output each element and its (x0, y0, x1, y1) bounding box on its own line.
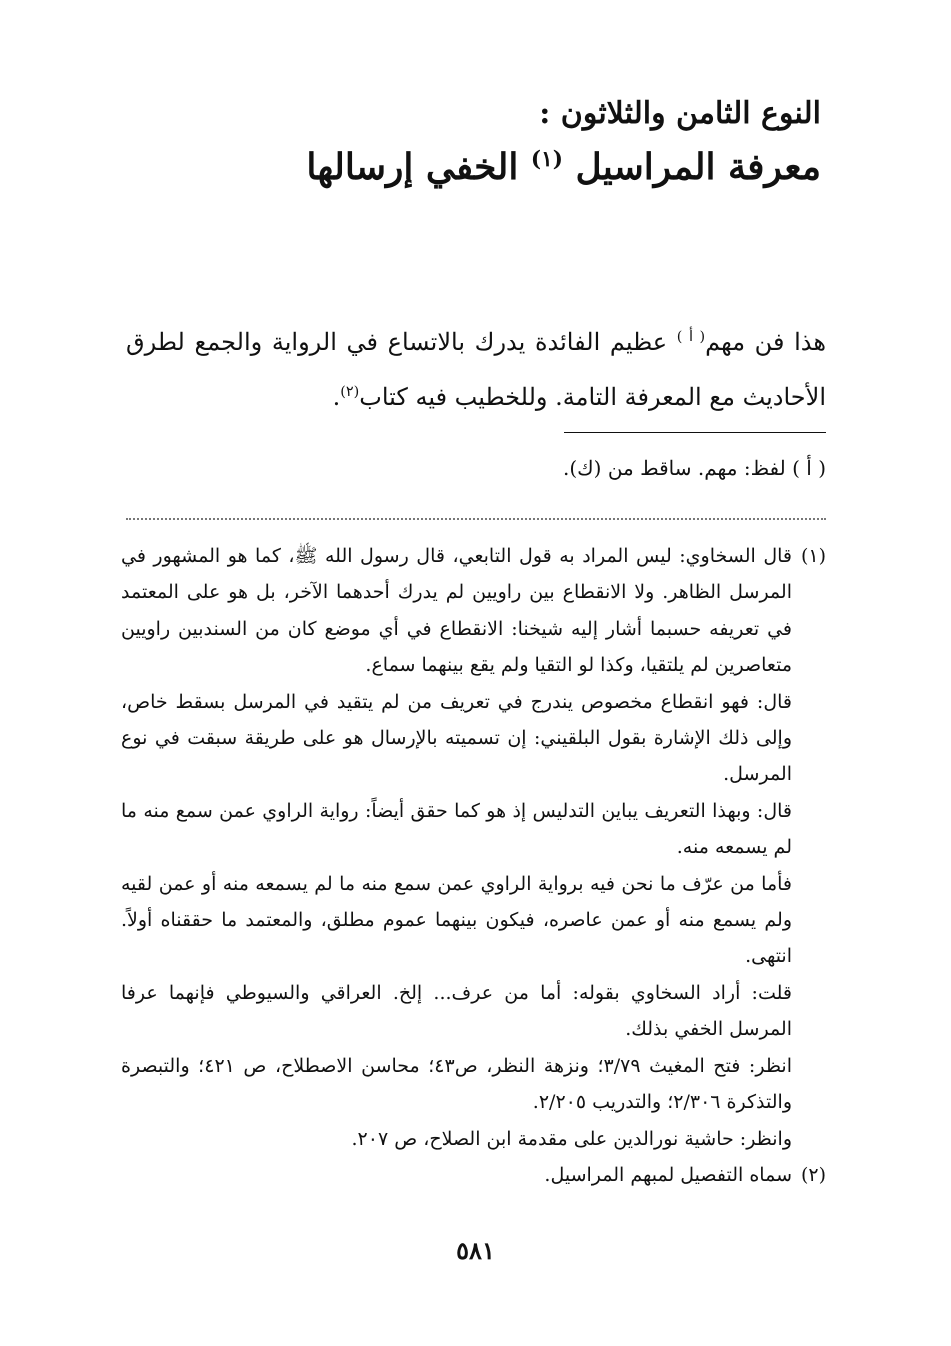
page-number: ٥٨١ (456, 1236, 495, 1265)
footnote-1 (121, 538, 826, 1157)
main-text-part-3: . (332, 383, 341, 411)
footnote-ref-1: (١) (530, 147, 563, 172)
footnote-paragraph: قال: وبهذا التعريف يباين التدليس إذ هو كما حقق أيضاً: رواية الراوي عمن سمع منه ما لم يسمعه منه. (121, 799, 792, 859)
chapter-title-start: معرفة المراسيل (575, 146, 821, 188)
variant-note-a: ( أ ) لفظ: مهم. ساقط من (ك). (563, 456, 826, 480)
footnote-paragraph: وانظر: حاشية نورالدين على مقدمة ابن الصلاح، ص ٢٠٧. (351, 1127, 792, 1150)
footnote-2 (121, 1157, 826, 1193)
footnote-paragraph: قال: فهو انقطاع مخصوص يندرج في تعريف من لم يتقيد في المرسل بسقط خاص، وإلى ذلك الإشارة بقول البلقيني: إن تسميته بالإرسال هو على طريقة سبقت في نوع المرسل. (121, 690, 792, 786)
dotted-separator (126, 518, 826, 520)
footnote-paragraph: انظر: فتح المغيث ٣/٧٩؛ ونزهة النظر، ص٤٣؛ محاسن الاصطلاح، ص ٤٢١؛ والتبصرة والتذكرة ٢/٣٠٦؛ والتدريب ٢/٢٠٥. (121, 1054, 792, 1114)
footnotes-section (121, 538, 826, 1193)
chapter-title-end: الخفي إرسالها (306, 146, 519, 188)
footnote-number: (١) (800, 545, 826, 567)
main-text-part-2: عظيم الفائدة يدرك بالاتساع في الرواية والجمع لطرق الأحاديث مع المعرفة التامة. وللخطيب فيه كتاب (126, 328, 826, 411)
chapter-title (121, 146, 821, 188)
footnote-paragraph: فأما من عرّف ما نحن فيه برواية الراوي عمن سمع منه ما لم يسمعه منه أو عمن لقيه ولم يسمع منه أو عمن عاصره، فيكون بينهما عموم مطلق، والمعتمد ما حققناه أولاً. انتهى. (121, 872, 792, 968)
main-text-part-1: هذا فن مهم (705, 328, 826, 356)
chapter-subtitle: النوع الثامن والثلاثون : (539, 96, 821, 131)
footnote-paragraph: قلت: أراد السخاوي بقوله: أما من عرف... إلخ. العراقي والسيوطي فإنهما عرفا المرسل الخفي بذلك. (121, 981, 792, 1041)
variant-ref-a: ( أ ) (676, 329, 706, 345)
footnote-number: (٢) (800, 1163, 826, 1186)
footnote-body (121, 538, 792, 1157)
footnote-ref-2: (٢) (340, 384, 360, 400)
footnote-paragraph: قال السخاوي: ليس المراد به قول التابعي، قال رسول الله ﷺ، كما هو المشهور في المرسل الظاهر. ولا الانقطاع بين راويين لم يدرك أحدهما الآخر، بل هو على المعتمد في تعريفه حسبما أشار إليه شيخنا: الانقطاع في أي موضع كان من السندبين راويين متعاصرين لم يلتقيا، وكذا لو التقيا ولم يقع بينهما سماع. (121, 545, 792, 677)
footnote-paragraph: سماه التفصيل لمبهم المراسيل. (544, 1163, 792, 1186)
footnote-body (121, 1157, 792, 1193)
footnote-separator-rule (564, 432, 826, 433)
main-paragraph (126, 312, 826, 422)
